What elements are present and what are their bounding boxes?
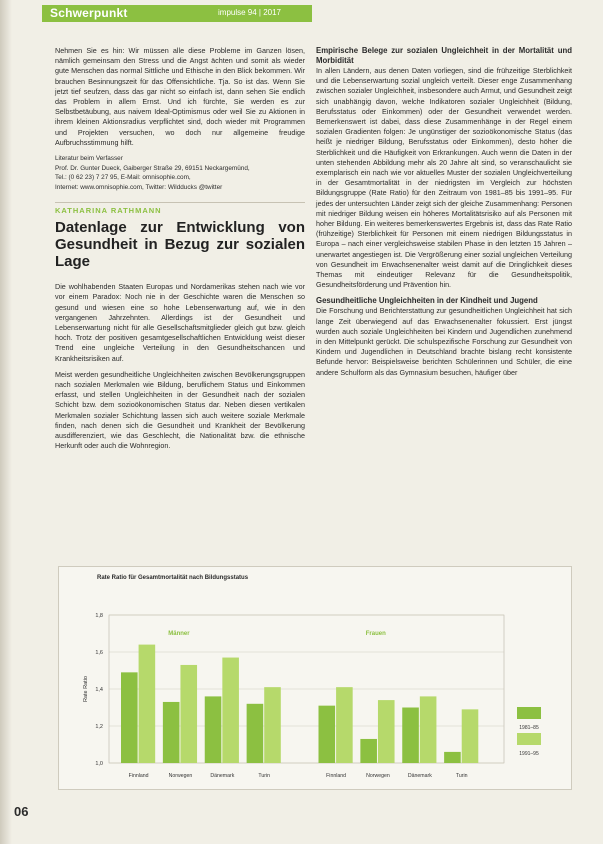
bar [180,665,197,763]
body-paragraph: Die wohlhabenden Staaten Europas und Nordamerikas stehen nach wie vor vor einem Paradox: Noch nie in der Geschichte waren die Menschen so gesund und wiesen eine so hohe Lebenserwartung auf, wie in den vergangenen Jahrzehnten. Allerdings ist der Gesundheit und Lebenserwartung nicht für alle Gesellschaftsmitglieder gleich gut bzw. gleich hoch. Trotz der positiven gesamtgesellschaftlichen Entwicklung weist dieser Trend eine ungleiche Verteilung in den Gesundheitschancen und Krankheitsrisiken auf. [55,282,305,363]
x-tick-label: Finnland [128,773,149,779]
y-tick-label: 1,0 [95,761,103,767]
bar [420,696,437,763]
legend-label: 1991–95 [519,751,539,757]
bar [444,752,461,763]
x-tick-label: Turin [455,773,468,779]
y-tick-label: 1,2 [95,724,103,730]
issue-label: impulse 94 | 2017 [218,8,282,17]
y-tick-label: 1,4 [95,687,103,693]
chart-svg [59,567,571,789]
intro-paragraph: Nehmen Sie es hin: Wir müssen alle diese Probleme im Ganzen lösen, nämlich gemeinsam den Stress und die Angst ächten und somit als wieder gute Menschen das normal Sittliche und Ethische in den Blick bekommen. Wir brauchen Besinnungszeit für das Offensichtliche. Tja. So ist das. Wenn Sie jetzt tief seufzen, dass das gar nicht so einfach ist, dann sehen Sie endlich das Problem in allem Ernst. Und ich fürchte, Sie werden es zur Selbstbetäubung, aus naivem Ideal-Optimismus oder weil Sie zu Aktionen in ihrem kleinen Aktionsradius verpflichtet sind, doch wieder mit Programmen und Projekten versuchen, wo doch nur allgemeine freudige Aufbruchsstimmung hilft. [55,46,305,147]
bar [139,645,156,763]
body-paragraph: In allen Ländern, aus denen Daten vorliegen, sind die frühzeitige Sterblichkeit und die Lebenserwartung sozial ungleich verteilt. Dieser enge Zusammenhang zwischen sozialer Ungleichheit, insbesondere auch Armut, und Gesundheit zeigt sich unabhängig davon, welche Indikatoren sozialer Ungleichheit (Bildung, Berufsstatus oder Einkommen) oder der Gesundheit verwendet werden. Bemerkenswert ist dabei, dass diese Zusammenhänge in der Regel einem sozialen Gradienten folgen: Je ungünstiger der sozioökonomische Status (das heißt je niedriger Bildung, Berufsstatus oder Einkommen), desto höher die Sterblichkeit und die Häufigkeit von Erkrankungen. Auch wenn die Daten in der unten stehenden Abbildung mehr als 20 Jahre alt sind, so veranschaulicht sie exemplarisch ein nach wie vor aktuelles Muster der sozialen Ungleichverteilung in der Gesamtmortalität in der niedrigsten im Vergleich zur höchsten Bildungsgruppe (Rate Ratio) für den Zeitraum von 1981–85 bis 1991–95. Für jedes der untersuchten Länder zeigt sich der gleiche Zusammenhang: Personen mit niedriger Bildung weisen ein höheres Mortalitätsrisiko auf als Personen mit hoher Bildung. Ein weiteres bemerkenswertes Ergebnis ist, dass das Rate Ratio (frühzeitige) Sterblichkeit für Personen mit einem niedrigen Bildungsstatus in Europa – nach einer vergleichsweise stabilen Phase in den letzten 15 Jahren – unerwartet angestiegen ist. Die Vergrößerung einer sozial ungleichen Verteilung von Gesundheit im Erwachsenenalter weist damit auf die Dringlichkeit dieses Themas mit eindeutiger Relevanz für die Gesundheitspolitik, Gesundheitsförderung und Prävention hin. [316,66,572,290]
x-tick-label: Dänemark [210,773,235,779]
section-heading: Gesundheitliche Ungleichheiten in der Kindheit und Jugend [316,296,538,306]
legend-label: 1981–85 [519,725,539,731]
bar [462,709,479,763]
chart-title: Rate Ratio für Gesamtmortalität nach Bildungsstatus [97,575,249,581]
x-tick-label: Dänemark [407,773,432,779]
left-column [55,46,305,457]
y-tick-label: 1,6 [95,650,103,656]
page-number: 06 [14,804,29,819]
legend-swatch [517,707,541,719]
bar [402,708,419,764]
x-tick-label: Norwegen [366,773,390,779]
contact-line: Internet: www.omnisophie.com, Twitter: Wildducks @twitter [55,183,223,191]
bar [247,704,264,763]
x-tick-label: Norwegen [168,773,193,779]
bar [336,687,353,763]
page-gutter-shadow [0,0,12,844]
contact-line: Prof. Dr. Gunter Dueck, Gaiberger Straße 29, 69151 Neckargemünd, [55,164,250,172]
bar [222,658,239,763]
x-tick-label: Finnland [326,773,347,779]
y-axis-label: Rate Ratio [83,676,89,702]
group-label: Frauen [365,631,386,637]
contact-line: Tel.: (0 62 23) 7 27 95, E-Mail: omnisophie.com, [55,174,191,182]
bar [264,687,281,763]
article-title: Datenlage zur Entwicklung von Gesundheit in Bezug zur sozialen Lage [55,219,305,271]
y-tick-label: 1,8 [95,613,103,619]
section-heading: Empirische Belege zur sozialen Ungleichheit in der Mortalität und Morbidität [316,46,572,65]
bar [378,700,395,763]
mortality-chart [58,566,572,790]
author-name: KATHARINA RATHMANN [55,202,305,216]
section-header-bar [42,5,312,22]
body-paragraph: Die Forschung und Berichterstattung zur gesundheitlichen Ungleichheit hat sich lange Zeit überwiegend auf das Erwachsenenalter fokussiert. Erst jüngst wurden auch soziale Ungleichheiten bei Kindern und Jugendlichen zunehmend in den Mittelpunkt gerückt. Die schulspezifische Forschung zur Gesundheit von Kindern und Jugendlichen in Deutschland brachte bislang recht konsistente Befunde hervor: Beispielsweise berichten Schülerinnen und Schüler, die eine andere Schulform als das Gymnasium besuchen, häufiger über [316,306,572,377]
bar [319,706,336,763]
literature-label: Literatur beim Verfasser [55,155,123,163]
x-tick-label: Turin [258,773,271,779]
bar [360,739,377,763]
section-title: Schwerpunkt [50,6,128,20]
bar [163,702,180,763]
legend-swatch [517,733,541,745]
group-label: Männer [168,631,190,637]
body-paragraph: Meist werden gesundheitliche Ungleichheiten zwischen Bevölkerungsgruppen nach sozialen Merkmalen wie Bildung, beruflichem Status und Einkommen erfasst, und stellen Ungleichheiten in der Gesundheit nach der sozialen Schicht bzw. dem sozioökonomischen Status dar. Neben diesen vertikalen Merkmalen sozialer Schichtung lassen sich auch weitere soziale Merkmale finden, nach denen sich die Gesundheit und Krankheit der Bevölkerung ausdifferenziert, wie das Geschlecht, die Nationalität bzw. die ethnische Herkunft oder auch die Wohnregion. [55,369,305,451]
right-column [316,46,572,384]
literature-block [55,154,305,192]
bar [205,696,222,763]
bar [121,672,138,763]
